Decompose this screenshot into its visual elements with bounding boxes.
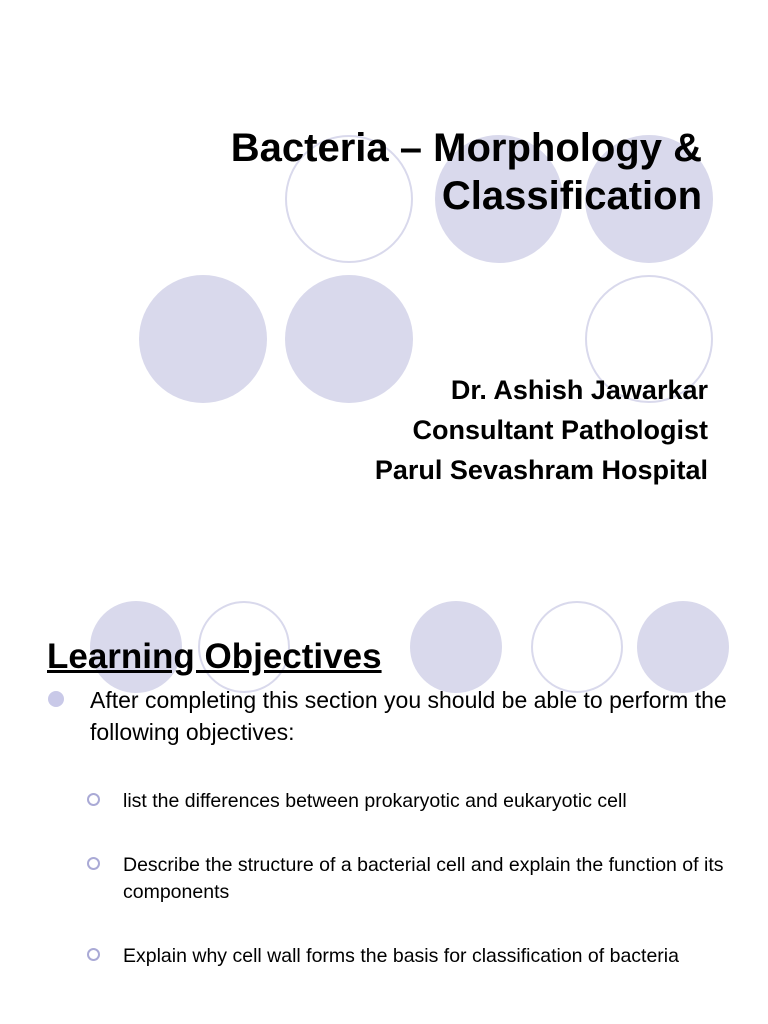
bullet-dot-icon (48, 691, 64, 707)
slide-title-line-1: Bacteria – Morphology & (230, 126, 702, 170)
bullet-ring-icon (87, 857, 100, 870)
intro-bullet (47, 684, 727, 748)
decor-circle-outline (531, 601, 623, 693)
objective-item (87, 788, 727, 815)
slide-title (82, 124, 702, 220)
author-block (148, 370, 708, 490)
objective-text: Describe the structure of a bacterial cell and explain the function of its components (123, 854, 724, 903)
objective-item (87, 852, 727, 906)
objective-text: Explain why cell wall forms the basis for classification of bacteria (123, 945, 679, 967)
objective-item (87, 943, 727, 970)
author-name: Dr. Ashish Jawarkar (450, 375, 708, 405)
objective-text: list the differences between prokaryotic and eukaryotic cell (123, 790, 627, 812)
section-heading: Learning Objectives (47, 637, 382, 676)
slide-title-line-2: Classification (441, 174, 702, 218)
intro-text: After completing this section you should be able to perform the following objectives: (90, 687, 727, 745)
bullet-ring-icon (87, 948, 100, 961)
bullet-ring-icon (87, 793, 100, 806)
decor-circle-filled (637, 601, 729, 693)
author-organization: Parul Sevashram Hospital (374, 455, 708, 485)
decor-circle-filled (410, 601, 502, 693)
author-role: Consultant Pathologist (412, 415, 708, 445)
